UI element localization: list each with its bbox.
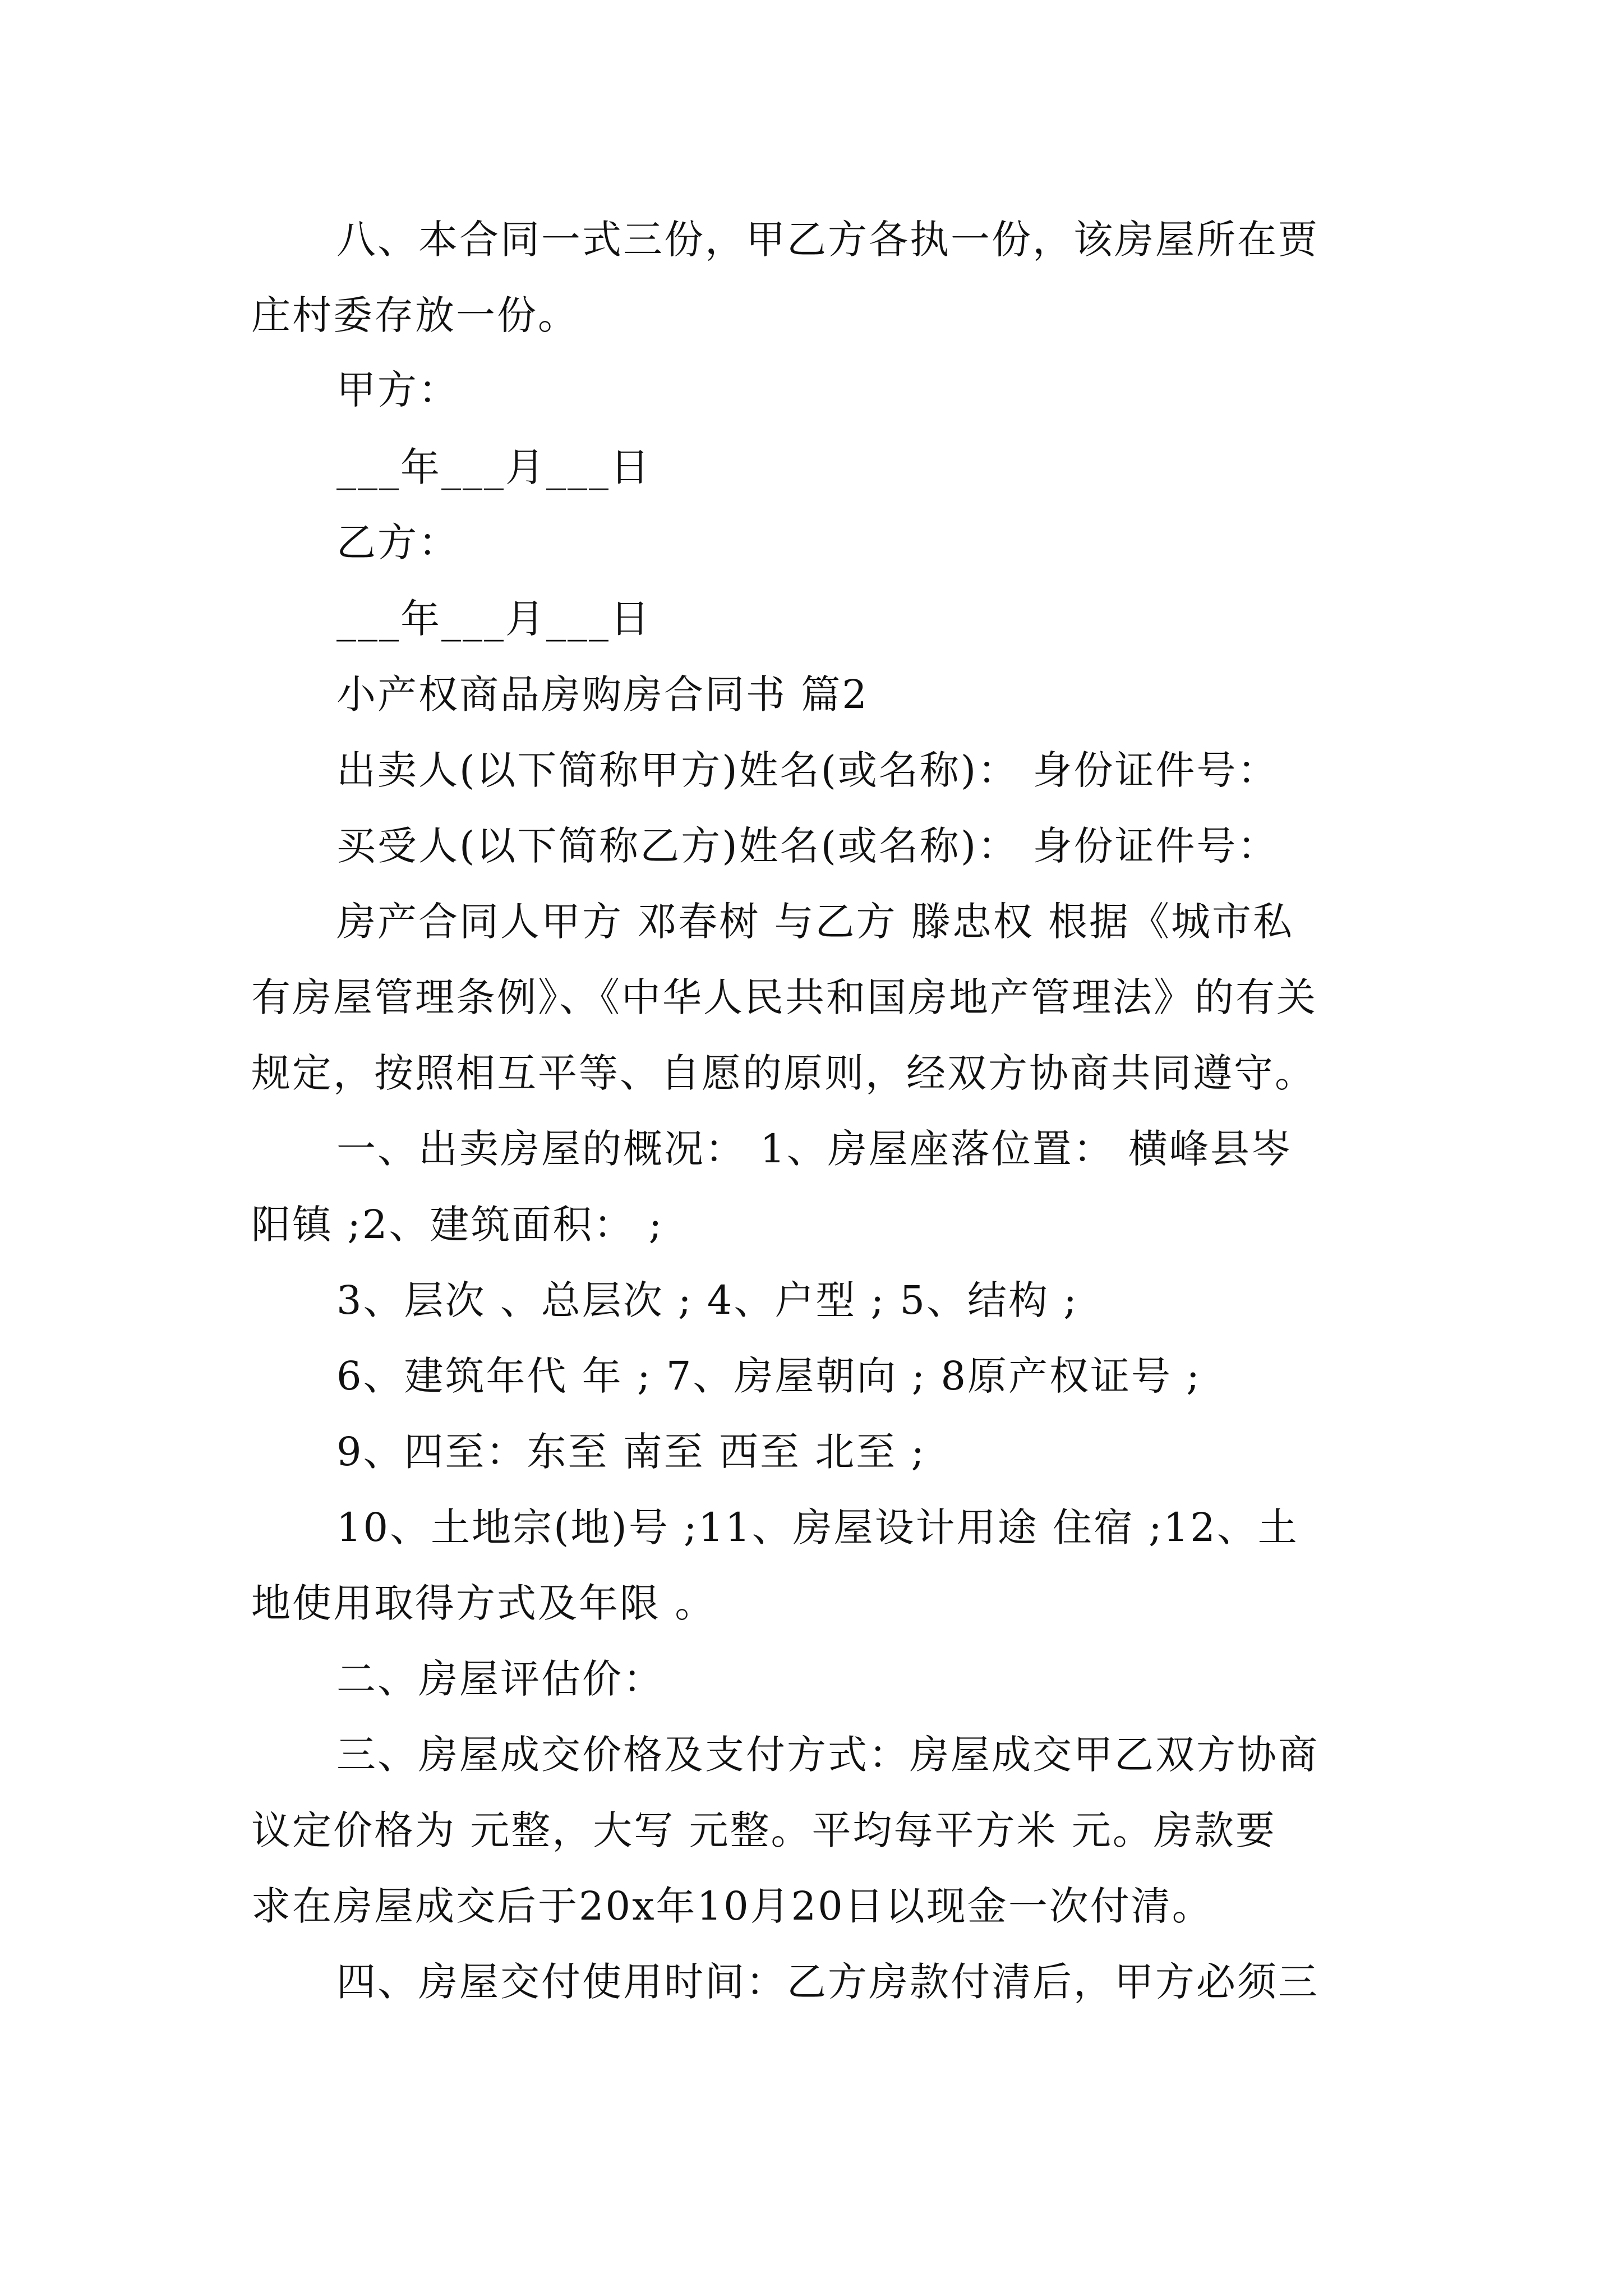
text-line-18: 10、土地宗(地)号 ;11、房屋设计用途 住宿 ;12、土 bbox=[336, 1504, 1299, 1550]
text-line-9: 买受人(以下简称乙方)姓名(或名称)： 身份证件号： bbox=[336, 823, 1279, 869]
text-line-3: 甲方： bbox=[336, 367, 459, 413]
text-line-11: 有房屋管理条例》、《中华人民共和国房地产管理法》的有关 bbox=[251, 974, 1317, 1020]
text-line-15: 3、层次 、总层次 ; 4、户型 ; 5、结构 ; bbox=[336, 1277, 1078, 1323]
text-line-5: 乙方： bbox=[336, 519, 459, 565]
text-line-1: 八、本合同一式三份，甲乙方各执一份，该房屋所在贾 bbox=[336, 217, 1319, 263]
text-line-14: 阳镇 ;2、建筑面积： ; bbox=[251, 1202, 664, 1248]
text-line-17: 9、四至：东至 南至 西至 北至 ; bbox=[336, 1429, 926, 1475]
section-heading: 小产权商品房购房合同书 篇2 bbox=[336, 671, 869, 717]
text-line-6: ___年___月___日 bbox=[336, 596, 651, 642]
text-line-16: 6、建筑年代 年 ; 7、房屋朝向 ; 8原产权证号 ; bbox=[336, 1353, 1201, 1399]
text-line-24: 四、房屋交付使用时间：乙方房款付清后，甲方必须三 bbox=[336, 1959, 1319, 2005]
text-line-8: 出卖人(以下简称甲方)姓名(或名称)： 身份证件号： bbox=[336, 747, 1279, 793]
text-line-19: 地使用取得方式及年限 。 bbox=[251, 1580, 716, 1626]
text-line-20: 二、房屋评估价： bbox=[336, 1656, 664, 1702]
text-line-21: 三、房屋成交价格及支付方式：房屋成交甲乙双方协商 bbox=[336, 1732, 1319, 1778]
text-line-12: 规定，按照相互平等、自愿的原则，经双方协商共同遵守。 bbox=[251, 1050, 1316, 1096]
text-line-13: 一、出卖房屋的概况： 1、房屋座落位置： 横峰县岑 bbox=[336, 1126, 1293, 1172]
text-line-22: 议定价格为 元整，大写 元整。平均每平方米 元。房款要 bbox=[251, 1807, 1276, 1853]
text-line-2: 庄村委存放一份。 bbox=[251, 292, 579, 338]
text-line-23: 求在房屋成交后于20x年10月20日以现金一次付清。 bbox=[251, 1883, 1213, 1929]
text-line-4: ___年___月___日 bbox=[336, 444, 651, 490]
text-line-10: 房产合同人甲方 邓春树 与乙方 滕忠权 根据《城市私 bbox=[336, 899, 1294, 945]
